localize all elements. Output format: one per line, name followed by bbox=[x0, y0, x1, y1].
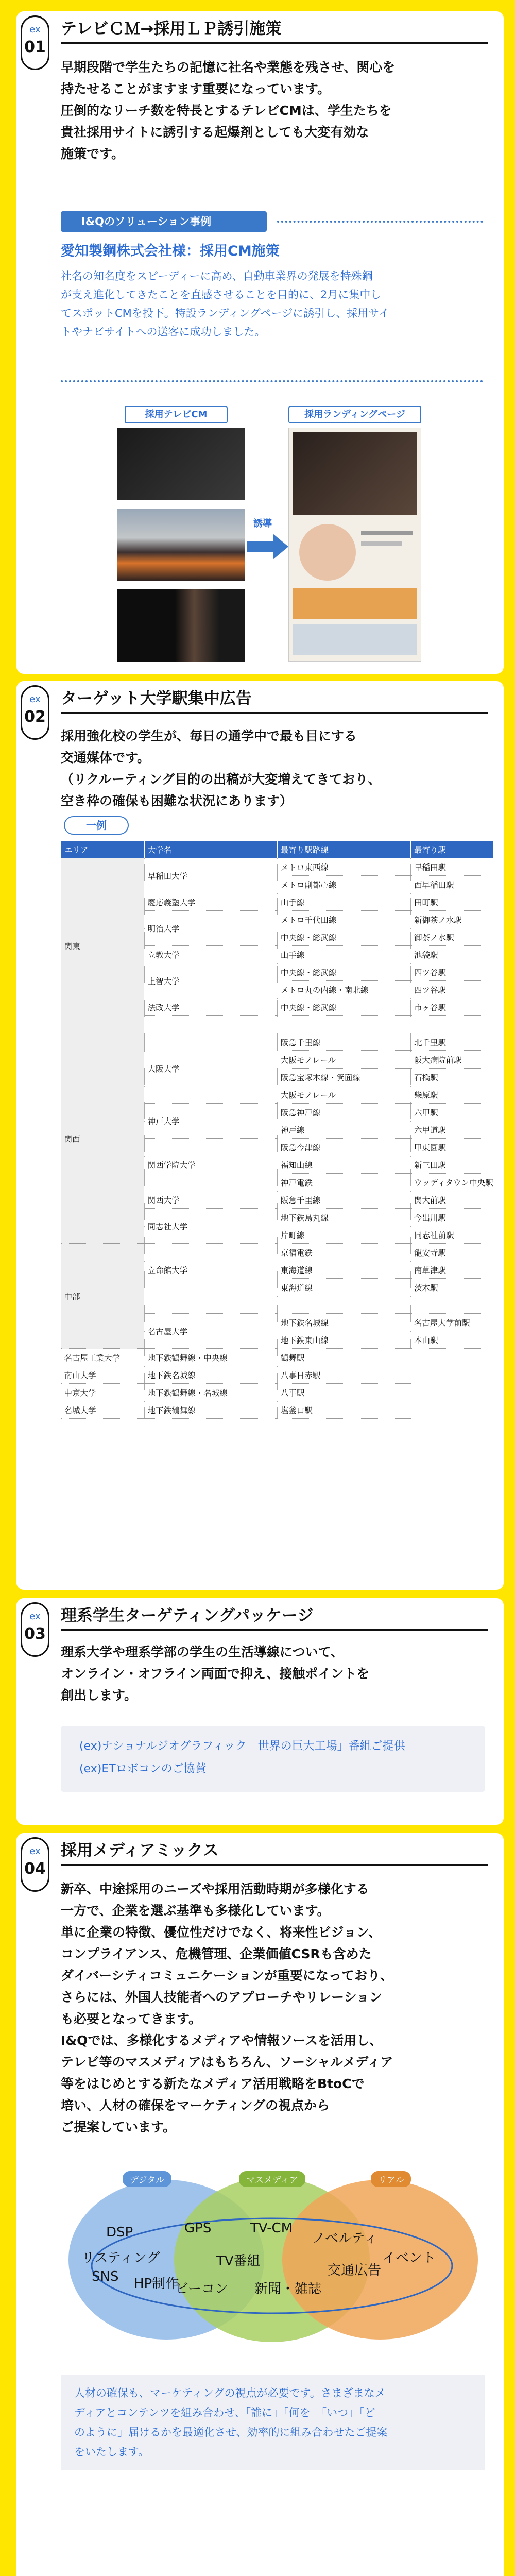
rail-line-cell: 阪急千里線 bbox=[277, 1033, 410, 1051]
station-cell: 西早稲田駅 bbox=[411, 876, 493, 893]
rail-line-cell: メトロ東西線 bbox=[277, 858, 410, 876]
section-body: 早期段階で学生たちの記憶に社名や業態を残させ、関心を 持たせることがますます重要になっています。 圧倒的なリーチ数を特長とするテレビCMは、学生たちを 貴社採用サイトに誘引する起爆剤としても大変有効な 施策です。 bbox=[61, 60, 396, 161]
university-cell: 立教大学 bbox=[144, 946, 277, 963]
lp-hero-image bbox=[293, 432, 417, 515]
table-row bbox=[61, 1384, 493, 1401]
university-cell: 名古屋工業大学 bbox=[61, 1349, 145, 1366]
venn-word-tv-cm: TV-CM bbox=[250, 2221, 293, 2236]
rail-line-cell: 地下鉄鶴舞線 bbox=[144, 1401, 277, 1419]
badge-ex-label: ex bbox=[29, 1611, 41, 1622]
rail-line-cell: 大阪モノレール bbox=[277, 1086, 410, 1104]
solution-tag: I&Qのソリューション事例 bbox=[61, 211, 267, 232]
venn-word-dsp: DSP bbox=[106, 2225, 133, 2240]
rail-line-cell: 地下鉄名城線 bbox=[277, 1314, 410, 1331]
table-row bbox=[61, 1033, 493, 1051]
venn-word-gps: GPS bbox=[184, 2221, 212, 2236]
summary-box: 人材の確保も、マーケティングの視点が必要です。さまざまなメ ディアとコンテンツを組み合わせ、「誰に」「何を」「いつ」「ど のように」届けるかを最適化させ、効率的に組み合わせたご提案 をいたします。 bbox=[61, 2375, 485, 2470]
case-description: 社名の知名度をスピーディーに高め、自動車業界の発展を特殊鋼 が支え進化してきたことを直感させることを目的に、2月に集中し てスポットCMを投下。特設ランディングページに誘引し、採用サイ トやナビサイトへの送客に成功しました。 bbox=[61, 270, 389, 338]
station-cell: 龍安寺駅 bbox=[411, 1244, 493, 1261]
station-cell: 六甲道駅 bbox=[411, 1121, 493, 1139]
university-cell: 大阪大学 bbox=[144, 1033, 277, 1104]
station-cell: 今出川駅 bbox=[411, 1209, 493, 1226]
title-underline bbox=[61, 42, 488, 44]
university-cell: 南山大学 bbox=[61, 1366, 145, 1384]
rail-line-cell: 山手線 bbox=[277, 946, 410, 963]
station-cell: 関大前駅 bbox=[411, 1191, 493, 1209]
rail-line-cell: メトロ丸の内線・南北線 bbox=[277, 981, 410, 998]
section-body: 理系大学や理系学部の学生の生活導線について、 オンライン・オフライン両面で抑え、接触ポイントを 創出します。 bbox=[61, 1645, 370, 1703]
rail-line-cell: 中央線・総武線 bbox=[277, 963, 410, 981]
rail-line-cell: 神戸線 bbox=[277, 1121, 410, 1139]
station-cell: 新御茶ノ水駅 bbox=[411, 911, 493, 928]
column-header: 大学名 bbox=[144, 841, 277, 858]
venn-label-real: リアル bbox=[371, 2171, 411, 2187]
lp-content-block bbox=[299, 524, 356, 581]
table-row bbox=[61, 1244, 493, 1261]
venn-word-sns: SNS bbox=[92, 2269, 119, 2284]
station-cell: 同志社前駅 bbox=[411, 1226, 493, 1244]
section-title: テレビＣＭ→採用ＬＰ誘引施策 bbox=[61, 20, 282, 38]
example-note: (ex)ナショナルジオグラフィック「世界の巨大工場」番組ご提供 bbox=[79, 1740, 405, 1753]
section-body: 新卒、中途採用のニーズや採用活動時期が多様化する 一方で、企業を選ぶ基準も多様化しています。 単に企業の特徴、優位性だけでなく、将来性ビジョン、 コンプライアンス、危機管理、企業価値CSRも含めた ダイバーシティコミュニケーションが重要になっており、 さらには、外国人技能者へのアプローチやリレーション も必要となってきます。 I&Qでは、多様化するメディアや情報ソースを活用し、 テレビ等のマスメディアはもちろん、ソーシャルメディア 等をはじめとする新たなメディア活用戦略をBtoCで 培い、人材の確保をマーケティングの視点から ご提案しています。 bbox=[61, 1882, 393, 2134]
rail-line-cell: 東海道線 bbox=[277, 1279, 410, 1296]
venn-word-beacon: ビーコン bbox=[175, 2281, 228, 2297]
university-cell: 法政大学 bbox=[144, 998, 277, 1016]
university-cell: 上智大学 bbox=[144, 963, 277, 998]
rail-line-cell: 地下鉄東山線 bbox=[277, 1331, 410, 1349]
station-cell: 八事駅 bbox=[277, 1384, 410, 1401]
tv-cm-label: 採用テレビCM bbox=[125, 406, 228, 423]
rail-line-cell: 阪急千里線 bbox=[277, 1191, 410, 1209]
rail-line-cell: 阪急神戸線 bbox=[277, 1104, 410, 1121]
university-cell: 同志社大学 bbox=[144, 1209, 277, 1244]
badge-ex-label: ex bbox=[29, 1846, 41, 1857]
column-header: 最寄り駅路線 bbox=[277, 841, 410, 858]
station-cell: 茨木駅 bbox=[411, 1279, 493, 1296]
badge-number: 04 bbox=[24, 1860, 46, 1878]
station-cell: 名古屋大学前駅 bbox=[411, 1314, 493, 1331]
university-cell bbox=[144, 1016, 277, 1033]
rail-line-cell: 東海道線 bbox=[277, 1261, 410, 1279]
rail-line-cell: 山手線 bbox=[277, 893, 410, 911]
station-cell: 塩釜口駅 bbox=[277, 1401, 410, 1419]
badge-ex-label: ex bbox=[29, 694, 41, 705]
case-title: 愛知製鋼株式会社様：採用CM施策 bbox=[61, 243, 280, 259]
example-note: (ex)ETロボコンのご協賛 bbox=[79, 1762, 207, 1775]
venn-word-transit-ad: 交通広告 bbox=[328, 2263, 382, 2278]
university-cell: 関西大学 bbox=[144, 1191, 277, 1209]
station-cell: 市ヶ谷駅 bbox=[411, 998, 493, 1016]
table-row bbox=[61, 1349, 493, 1366]
venn-word-tv-program: TV番組 bbox=[216, 2253, 261, 2269]
section-04-card bbox=[16, 1833, 504, 2576]
rail-line-cell: 地下鉄名城線 bbox=[144, 1366, 277, 1384]
station-cell: 鶴舞駅 bbox=[277, 1349, 410, 1366]
section-number-badge bbox=[21, 1837, 49, 1892]
rail-line-cell: 中央線・総武線 bbox=[277, 998, 410, 1016]
example-notes-box bbox=[61, 1726, 485, 1792]
rail-line-cell: 地下鉄鶴舞線・名城線 bbox=[144, 1384, 277, 1401]
area-cell: 関西 bbox=[61, 1033, 145, 1244]
area-cell: 関東 bbox=[61, 858, 145, 1033]
lp-content-block bbox=[361, 541, 402, 546]
rail-line-cell: 地下鉄烏丸線 bbox=[277, 1209, 410, 1226]
station-cell bbox=[411, 1016, 493, 1033]
venn-word-newspaper: 新聞・雑誌 bbox=[254, 2281, 322, 2297]
divider-dots bbox=[277, 221, 483, 223]
station-cell: 六甲駅 bbox=[411, 1104, 493, 1121]
rail-line-cell bbox=[277, 1296, 410, 1314]
station-cell: 早稲田駅 bbox=[411, 858, 493, 876]
landing-page-label: 採用ランディングページ bbox=[288, 406, 421, 423]
university-cell: 立命館大学 bbox=[144, 1244, 277, 1296]
title-underline bbox=[61, 712, 488, 714]
divider-dots bbox=[61, 380, 483, 382]
venn-word-novelty: ノベルティ bbox=[312, 2231, 377, 2246]
section-number-badge bbox=[21, 15, 49, 70]
station-cell: 阪大病院前駅 bbox=[411, 1051, 493, 1069]
section-title: 理系学生ターゲティングパッケージ bbox=[61, 1606, 314, 1625]
university-cell: 明治大学 bbox=[144, 911, 277, 946]
table-row bbox=[61, 858, 493, 876]
arrow-right-icon bbox=[247, 534, 288, 560]
station-cell: 北千里駅 bbox=[411, 1033, 493, 1051]
university-cell: 中京大学 bbox=[61, 1384, 145, 1401]
badge-number: 02 bbox=[24, 708, 46, 726]
badge-ex-label: ex bbox=[29, 24, 41, 35]
table-row bbox=[61, 1366, 493, 1384]
area-cell: 中部 bbox=[61, 1244, 145, 1349]
rail-line-cell bbox=[277, 1016, 410, 1033]
station-cell: ウッディタウン中央駅 bbox=[411, 1174, 493, 1191]
university-cell: 神戸大学 bbox=[144, 1104, 277, 1139]
table-header-row bbox=[61, 841, 493, 858]
venn-label-digital: デジタル bbox=[123, 2171, 171, 2187]
station-cell: 池袋駅 bbox=[411, 946, 493, 963]
venn-word-event: イベント bbox=[382, 2250, 436, 2266]
rail-line-cell: メトロ副都心線 bbox=[277, 876, 410, 893]
lp-content-block bbox=[293, 624, 417, 655]
venn-word-listing: リスティング bbox=[81, 2250, 160, 2266]
rail-line-cell: 地下鉄鶴舞線・中央線 bbox=[144, 1349, 277, 1366]
rail-line-cell: 神戸電鉄 bbox=[277, 1174, 410, 1191]
tv-cm-frame-3 bbox=[117, 589, 245, 662]
badge-number: 01 bbox=[24, 38, 46, 56]
station-cell: 石橋駅 bbox=[411, 1069, 493, 1086]
column-header: エリア bbox=[61, 841, 145, 858]
rail-line-cell: メトロ千代田線 bbox=[277, 911, 410, 928]
station-cell: 御茶ノ水駅 bbox=[411, 928, 493, 946]
tv-cm-frame-2 bbox=[117, 509, 245, 581]
station-cell bbox=[411, 1296, 493, 1314]
section-title: ターゲット大学駅集中広告 bbox=[61, 689, 252, 708]
example-label: 一例 bbox=[64, 816, 129, 835]
title-underline bbox=[61, 1864, 488, 1866]
table-row bbox=[61, 1401, 493, 1419]
station-cell: 四ツ谷駅 bbox=[411, 981, 493, 998]
badge-number: 03 bbox=[24, 1625, 46, 1643]
university-cell: 関西学院大学 bbox=[144, 1139, 277, 1191]
media-venn-diagram bbox=[61, 2157, 485, 2352]
university-cell: 名城大学 bbox=[61, 1401, 145, 1419]
venn-word-hp: HP制作 bbox=[134, 2276, 179, 2292]
station-table bbox=[61, 841, 493, 1419]
station-cell: 柴原駅 bbox=[411, 1086, 493, 1104]
section-02-card bbox=[16, 681, 504, 1590]
section-title: 採用メディアミックス bbox=[61, 1841, 219, 1860]
lp-content-block bbox=[361, 531, 413, 535]
section-body: 採用強化校の学生が、毎日の通学中で最も目にする 交通媒体です。 （リクルーティング目的の出稿が大変増えてきており、 空き枠の確保も困難な状況にあります） bbox=[61, 728, 381, 808]
title-underline bbox=[61, 1629, 488, 1631]
rail-line-cell: 片町線 bbox=[277, 1226, 410, 1244]
rail-line-cell: 大阪モノレール bbox=[277, 1051, 410, 1069]
station-cell: 八事日赤駅 bbox=[277, 1366, 410, 1384]
station-cell: 本山駅 bbox=[411, 1331, 493, 1349]
rail-line-cell: 京福電鉄 bbox=[277, 1244, 410, 1261]
induce-label: 誘導 bbox=[253, 518, 272, 529]
lp-content-block bbox=[293, 588, 417, 619]
rail-line-cell: 中央線・総武線 bbox=[277, 928, 410, 946]
rail-line-cell: 福知山線 bbox=[277, 1156, 410, 1174]
tv-cm-frame-1 bbox=[117, 428, 245, 500]
station-cell: 新三田駅 bbox=[411, 1156, 493, 1174]
station-cell: 南草津駅 bbox=[411, 1261, 493, 1279]
landing-page-screenshot bbox=[288, 428, 421, 662]
station-cell: 甲東園駅 bbox=[411, 1139, 493, 1156]
venn-label-mass-media: マスメディア bbox=[239, 2171, 305, 2187]
university-cell: 名古屋大学 bbox=[144, 1314, 277, 1349]
university-cell: 早稲田大学 bbox=[144, 858, 277, 893]
section-03-card bbox=[16, 1598, 504, 1825]
rail-line-cell: 阪急宝塚本線・箕面線 bbox=[277, 1069, 410, 1086]
section-number-badge bbox=[21, 685, 49, 740]
column-header: 最寄り駅 bbox=[411, 841, 493, 858]
rail-line-cell: 阪急今津線 bbox=[277, 1139, 410, 1156]
university-cell: 慶応義塾大学 bbox=[144, 893, 277, 911]
section-01-card bbox=[16, 11, 504, 674]
station-cell: 四ツ谷駅 bbox=[411, 963, 493, 981]
university-cell bbox=[144, 1296, 277, 1314]
station-cell: 田町駅 bbox=[411, 893, 493, 911]
section-number-badge bbox=[21, 1602, 49, 1657]
